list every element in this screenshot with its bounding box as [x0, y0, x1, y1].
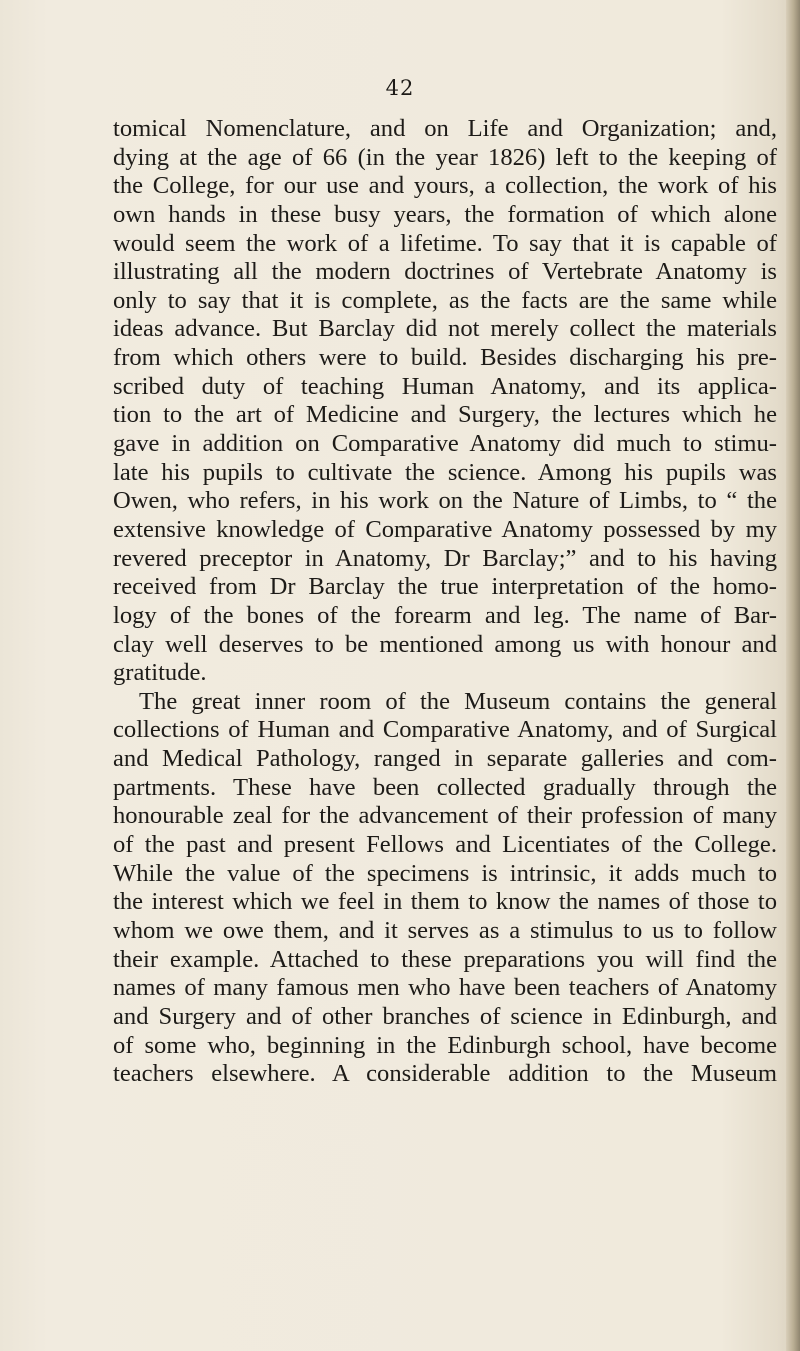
text-line: ideas advance. But Barclay did not merely collect the materials [113, 315, 777, 343]
text-line: own hands in these busy years, the formation of which alone [113, 200, 777, 228]
text-line: only to say that it is complete, as the facts are the same while [113, 286, 777, 314]
text-line: would seem the work of a lifetime. To say that it is capable of [113, 229, 777, 257]
text-line: extensive knowledge of Comparative Anatomy possessed by my [113, 515, 777, 543]
text-line: the interest which we feel in them to know the names of those to [113, 888, 777, 916]
text-line: and Surgery and of other branches of science in Edinburgh, and [113, 1002, 777, 1030]
text-line: While the value of the specimens is intrinsic, it adds much to [113, 859, 777, 887]
text-line: gratitude. [113, 659, 207, 687]
text-line: their example. Attached to these preparations you will find the [113, 945, 777, 973]
text-line: tomical Nomenclature, and on Life and Organization; and, [113, 115, 777, 142]
text-line: dying at the age of 66 (in the year 1826) left to the keeping of [113, 143, 777, 171]
page-edge-shadow [786, 0, 800, 1351]
text-line: gave in addition on Comparative Anatomy did much to stimu- [113, 430, 777, 458]
text-line: the College, for our use and yours, a collection, the work of his [113, 172, 777, 200]
text-line: whom we owe them, and it serves as a stimulus to us to follow [113, 916, 777, 944]
text-line: of the past and present Fellows and Licentiates of the College. [113, 831, 777, 859]
page-number: 42 [385, 76, 415, 100]
text-line: partments. These have been collected gradually through the [113, 773, 777, 801]
text-line: scribed duty of teaching Human Anatomy, and its applica- [113, 372, 777, 400]
text-line: and Medical Pathology, ranged in separate galleries and com- [113, 745, 777, 773]
text-line: of some who, beginning in the Edinburgh school, have become [113, 1031, 777, 1059]
text-line: from which others were to build. Besides discharging his pre- [113, 344, 777, 372]
text-line: The great inner room of the Museum contains the general [139, 687, 777, 715]
text-line: logy of the bones of the forearm and leg. The name of Bar- [113, 601, 777, 629]
body-text [113, 115, 777, 1089]
text-line: tion to the art of Medicine and Surgery, the lectures which he [113, 401, 777, 429]
text-line: teachers elsewhere. A considerable addition to the Museum [113, 1060, 777, 1088]
text-line: illustrating all the modern doctrines of Vertebrate Anatomy is [113, 258, 777, 286]
text-line: collections of Human and Comparative Anatomy, and of Surgical [113, 716, 777, 744]
text-line: clay well deserves to be mentioned among us with honour and [113, 630, 777, 658]
text-line: Owen, who refers, in his work on the Nature of Limbs, to “ the [113, 487, 777, 515]
text-line: late his pupils to cultivate the science. Among his pupils was [113, 458, 777, 486]
text-line: revered preceptor in Anatomy, Dr Barclay;” and to his having [113, 544, 777, 572]
text-line: honourable zeal for the advancement of their profession of many [113, 802, 777, 830]
text-line: names of many famous men who have been teachers of Anatomy [113, 974, 777, 1002]
text-line: received from Dr Barclay the true interpretation of the homo- [113, 573, 777, 601]
